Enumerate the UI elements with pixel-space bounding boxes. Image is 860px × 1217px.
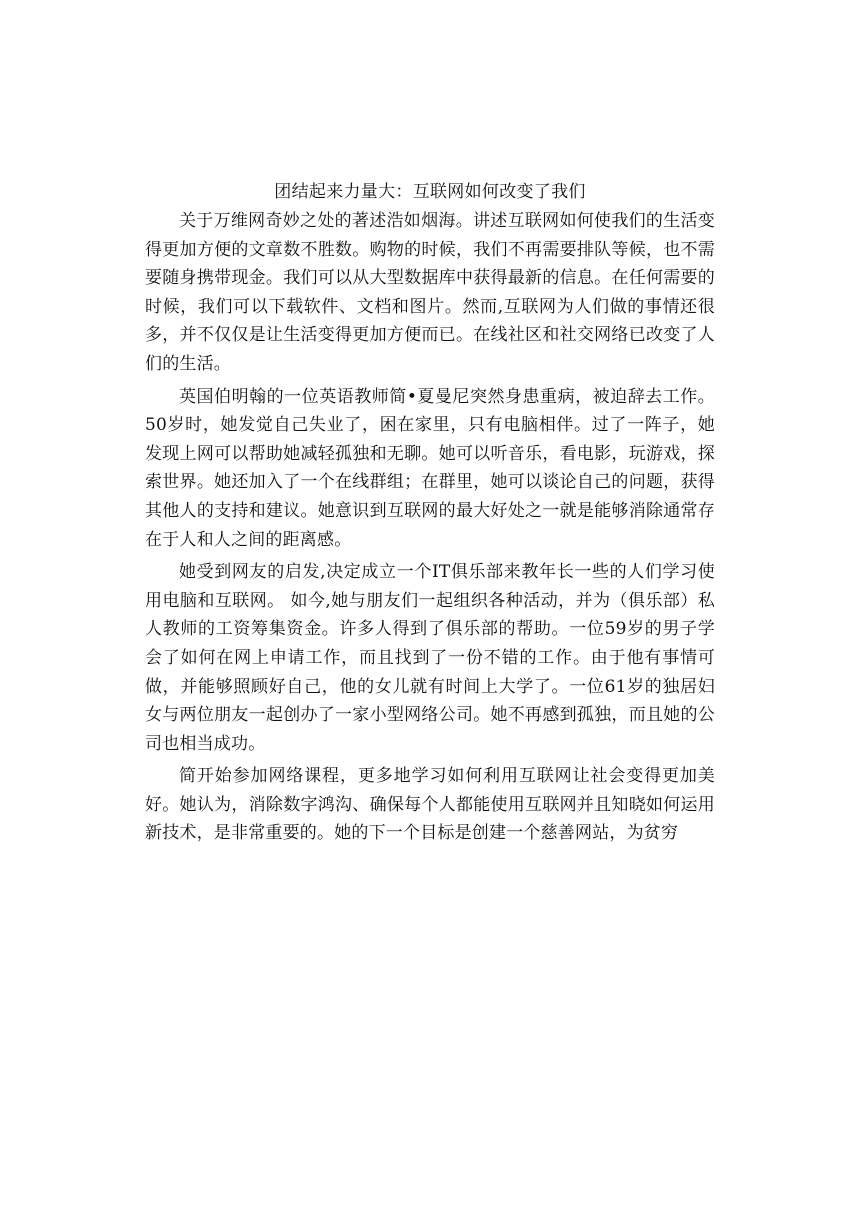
paragraph-3: 她受到网友的启发,决定成立一个IT俱乐部来教年长一些的人们学习使用电脑和互联网。 如今,她与朋友们一起组织各种活动，并为（俱乐部）私人教师的工资筹集资金。许多人得到了俱乐部的帮助。一位59岁的男子学会了如何在网上申请工作，而且找到了一份不错的工作。由于他有事情可做，并能够照顾好自己，他的女儿就有时间上大学了。一位61岁的独居妇女与两位朋友一起创办了一家小型网络公司。她不再感到孤独，而且她的公司也相当成功。 bbox=[145, 562, 715, 754]
paragraph-2: 英国伯明翰的一位英语教师简•夏曼尼突然身患重病，被迫辞去工作。50岁时，她发觉自己失业了，困在家里，只有电脑相伴。过了一阵子，她发现上网可以帮助她减轻孤独和无聊。她可以听音乐，看电影，玩游戏，探索世界。她还加入了一个在线群组；在群里，她可以谈论自己的问题，获得其他人的支持和建议。她意识到互联网的最大好处之一就是能够消除通常存在于人和人之间的距离感。 bbox=[145, 386, 715, 550]
article-body bbox=[145, 178, 715, 852]
paragraph-4: 简开始参加网络课程，更多地学习如何利用互联网让社会变得更加美好。她认为，消除数字鸿沟、确保每个人都能使用互联网并且知晓如何运用新技术，是非常重要的。她的下一个目标是创建一个慈善网站，为贫穷 bbox=[145, 766, 715, 844]
paragraph-1: 关于万维网奇妙之处的著述浩如烟海。讲述互联网如何使我们的生活变得更加方便的文章数不胜数。购物的时候，我们不再需要排队等候，也不需要随身携带现金。我们可以从大型数据库中获得最新的信息。在任何需要的时候，我们可以下载软件、文档和图片。然而,互联网为人们做的事情还很多，并不仅仅是让生活变得更加方便而已。在线社区和社交网络已改变了人们的生活。 bbox=[145, 211, 715, 374]
article-title: 团结起来力量大：互联网如何改变了我们 bbox=[274, 182, 586, 202]
